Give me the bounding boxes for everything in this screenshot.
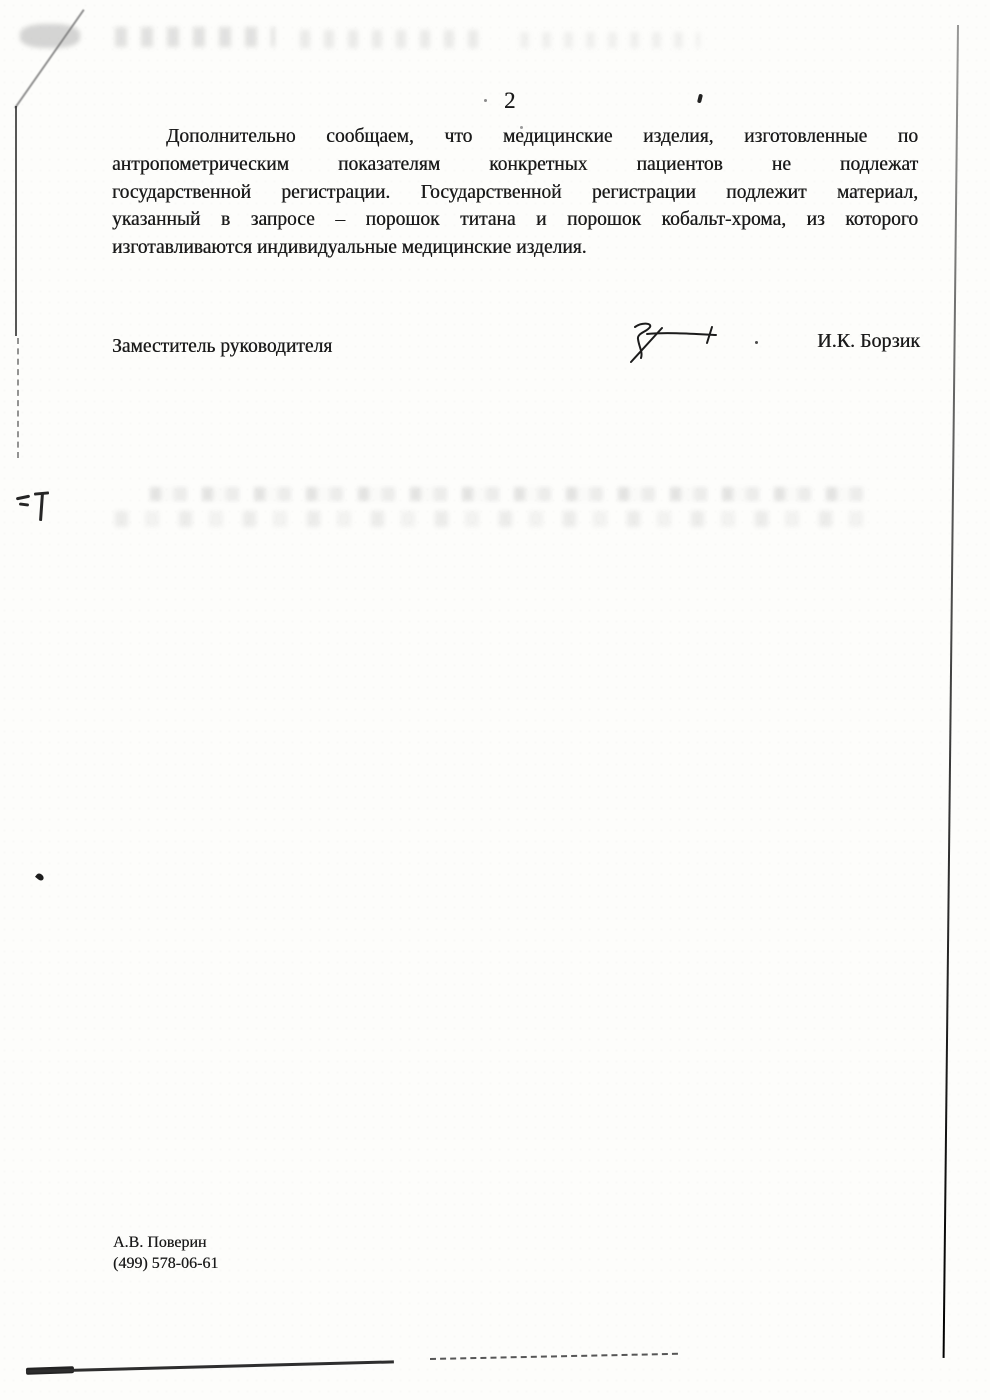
scan-page-edge-right (943, 25, 959, 1358)
body-paragraph (112, 123, 918, 262)
signer-position-title: Заместитель руководителя (112, 336, 333, 357)
signer-name: И.К. Борзик (817, 330, 920, 352)
body-line: Дополнительно сообщаем, что медицинские изделия, изготовленные по (166, 126, 918, 147)
scan-smudge (520, 32, 700, 48)
ink-mark (19, 502, 29, 506)
ink-speck (35, 872, 45, 882)
scan-smudge (115, 27, 275, 47)
ink-mark (39, 493, 44, 521)
ink-mark (16, 495, 30, 501)
scan-bottom-edge-line (26, 1360, 394, 1372)
ink-speck (755, 341, 758, 344)
scan-smudge (300, 30, 490, 48)
ink-speck (697, 94, 703, 104)
body-line: государственной регистрации. Государственной регистрации подлежит материал, (112, 181, 918, 203)
body-line: антропометрическим показателям конкретных пациентов не подлежат (112, 153, 918, 175)
footer-contact-block (113, 1232, 218, 1274)
handwritten-signature (626, 316, 726, 368)
scan-page-edge-left (15, 106, 17, 336)
footer-contact-name: А.В. Поверин (113, 1234, 207, 1251)
scan-smudge (20, 24, 80, 48)
footer-contact-phone: (499) 578-06-61 (113, 1255, 219, 1272)
body-line: указанный в запросе – порошок титана и порошок кобальт-хрома, из которого (112, 209, 918, 231)
scan-bottom-edge-dashes (430, 1353, 678, 1360)
page-number: 2 (504, 88, 516, 113)
ink-speck (484, 99, 487, 102)
scan-page-edge-left-faded (17, 338, 19, 458)
bleedthrough-text-smudge (150, 487, 870, 501)
bleedthrough-text-smudge (115, 511, 880, 527)
body-line: изготавливаются индивидуальные медицинские изделия. (112, 237, 587, 259)
